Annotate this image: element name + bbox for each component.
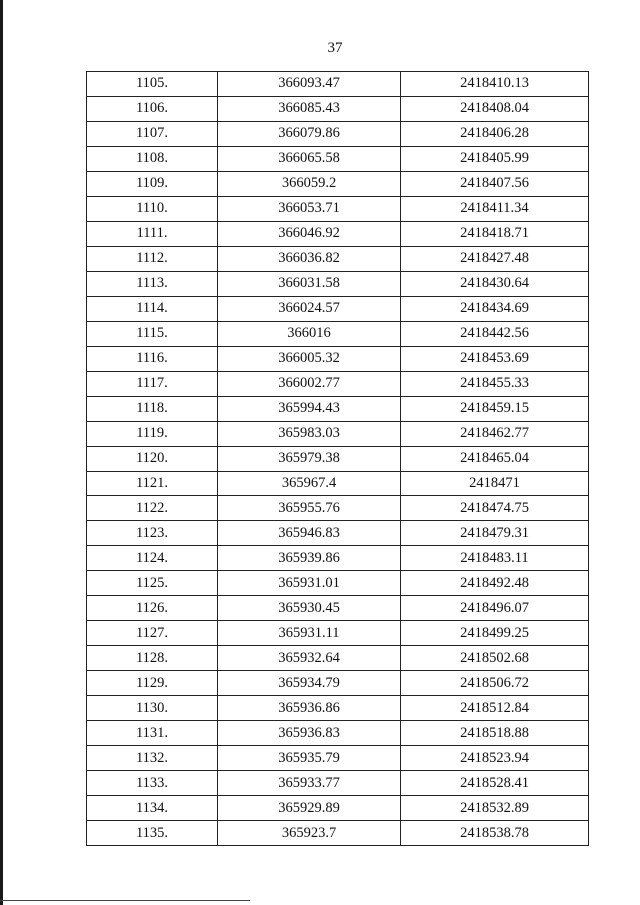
table-row	[87, 521, 589, 546]
point-number-cell: 1130.	[87, 696, 218, 721]
x-coordinate-cell: 365929.89	[218, 796, 401, 821]
x-coordinate-cell: 365931.11	[218, 621, 401, 646]
point-number-cell: 1124.	[87, 546, 218, 571]
point-number-cell: 1110.	[87, 196, 218, 221]
point-number-cell: 1129.	[87, 671, 218, 696]
y-coordinate-cell: 2418518.88	[401, 721, 589, 746]
page-left-edge	[0, 0, 3, 905]
y-coordinate-cell: 2418532.89	[401, 796, 589, 821]
point-number-cell: 1126.	[87, 596, 218, 621]
coordinates-table-body	[87, 72, 589, 846]
y-coordinate-cell: 2418453.69	[401, 346, 589, 371]
x-coordinate-cell: 365994.43	[218, 396, 401, 421]
y-coordinate-cell: 2418410.13	[401, 72, 589, 97]
table-row	[87, 546, 589, 571]
table-row	[87, 671, 589, 696]
y-coordinate-cell: 2418462.77	[401, 421, 589, 446]
table-row	[87, 496, 589, 521]
y-coordinate-cell: 2418502.68	[401, 646, 589, 671]
point-number-cell: 1118.	[87, 396, 218, 421]
y-coordinate-cell: 2418512.84	[401, 696, 589, 721]
table-row	[87, 621, 589, 646]
x-coordinate-cell: 365923.7	[218, 821, 401, 846]
point-number-cell: 1128.	[87, 646, 218, 671]
point-number-cell: 1114.	[87, 296, 218, 321]
table-row	[87, 396, 589, 421]
x-coordinate-cell: 366046.92	[218, 221, 401, 246]
table-row	[87, 596, 589, 621]
y-coordinate-cell: 2418434.69	[401, 296, 589, 321]
y-coordinate-cell: 2418406.28	[401, 121, 589, 146]
table-row	[87, 771, 589, 796]
point-number-cell: 1112.	[87, 246, 218, 271]
y-coordinate-cell: 2418411.34	[401, 196, 589, 221]
x-coordinate-cell: 366059.2	[218, 171, 401, 196]
y-coordinate-cell: 2418496.07	[401, 596, 589, 621]
y-coordinate-cell: 2418430.64	[401, 271, 589, 296]
x-coordinate-cell: 366079.86	[218, 121, 401, 146]
point-number-cell: 1109.	[87, 171, 218, 196]
table-row	[87, 471, 589, 496]
table-row	[87, 96, 589, 121]
x-coordinate-cell: 365979.38	[218, 446, 401, 471]
y-coordinate-cell: 2418492.48	[401, 571, 589, 596]
x-coordinate-cell: 366002.77	[218, 371, 401, 396]
point-number-cell: 1107.	[87, 121, 218, 146]
point-number-cell: 1105.	[87, 72, 218, 97]
point-number-cell: 1134.	[87, 796, 218, 821]
table-row	[87, 696, 589, 721]
y-coordinate-cell: 2418408.04	[401, 96, 589, 121]
point-number-cell: 1127.	[87, 621, 218, 646]
x-coordinate-cell: 365983.03	[218, 421, 401, 446]
point-number-cell: 1122.	[87, 496, 218, 521]
x-coordinate-cell: 366036.82	[218, 246, 401, 271]
x-coordinate-cell: 366016	[218, 321, 401, 346]
y-coordinate-cell: 2418523.94	[401, 746, 589, 771]
y-coordinate-cell: 2418506.72	[401, 671, 589, 696]
point-number-cell: 1131.	[87, 721, 218, 746]
table-row	[87, 121, 589, 146]
x-coordinate-cell: 366031.58	[218, 271, 401, 296]
x-coordinate-cell: 365934.79	[218, 671, 401, 696]
point-number-cell: 1117.	[87, 371, 218, 396]
x-coordinate-cell: 365967.4	[218, 471, 401, 496]
y-coordinate-cell: 2418499.25	[401, 621, 589, 646]
x-coordinate-cell: 365933.77	[218, 771, 401, 796]
table-row	[87, 421, 589, 446]
y-coordinate-cell: 2418528.41	[401, 771, 589, 796]
y-coordinate-cell: 2418479.31	[401, 521, 589, 546]
y-coordinate-cell: 2418405.99	[401, 146, 589, 171]
point-number-cell: 1116.	[87, 346, 218, 371]
point-number-cell: 1108.	[87, 146, 218, 171]
y-coordinate-cell: 2418418.71	[401, 221, 589, 246]
table-row	[87, 196, 589, 221]
y-coordinate-cell: 2418427.48	[401, 246, 589, 271]
coordinates-table	[86, 71, 589, 846]
point-number-cell: 1115.	[87, 321, 218, 346]
y-coordinate-cell: 2418483.11	[401, 546, 589, 571]
point-number-cell: 1133.	[87, 771, 218, 796]
table-row	[87, 721, 589, 746]
table-row	[87, 246, 589, 271]
table-row	[87, 371, 589, 396]
x-coordinate-cell: 366005.32	[218, 346, 401, 371]
point-number-cell: 1111.	[87, 221, 218, 246]
table-row	[87, 571, 589, 596]
x-coordinate-cell: 365946.83	[218, 521, 401, 546]
x-coordinate-cell: 365939.86	[218, 546, 401, 571]
table-row	[87, 271, 589, 296]
y-coordinate-cell: 2418538.78	[401, 821, 589, 846]
table-row	[87, 796, 589, 821]
x-coordinate-cell: 365955.76	[218, 496, 401, 521]
point-number-cell: 1119.	[87, 421, 218, 446]
point-number-cell: 1113.	[87, 271, 218, 296]
y-coordinate-cell: 2418465.04	[401, 446, 589, 471]
x-coordinate-cell: 366024.57	[218, 296, 401, 321]
x-coordinate-cell: 365936.83	[218, 721, 401, 746]
x-coordinate-cell: 365930.45	[218, 596, 401, 621]
point-number-cell: 1121.	[87, 471, 218, 496]
y-coordinate-cell: 2418459.15	[401, 396, 589, 421]
x-coordinate-cell: 366085.43	[218, 96, 401, 121]
x-coordinate-cell: 365936.86	[218, 696, 401, 721]
table-row	[87, 221, 589, 246]
table-row	[87, 321, 589, 346]
table-row	[87, 821, 589, 846]
table-row	[87, 171, 589, 196]
y-coordinate-cell: 2418471	[401, 471, 589, 496]
footer-rule	[0, 900, 250, 901]
x-coordinate-cell: 365932.64	[218, 646, 401, 671]
table-row	[87, 346, 589, 371]
y-coordinate-cell: 2418442.56	[401, 321, 589, 346]
table-row	[87, 296, 589, 321]
x-coordinate-cell: 365935.79	[218, 746, 401, 771]
point-number-cell: 1125.	[87, 571, 218, 596]
point-number-cell: 1132.	[87, 746, 218, 771]
table-row	[87, 72, 589, 97]
point-number-cell: 1123.	[87, 521, 218, 546]
x-coordinate-cell: 366065.58	[218, 146, 401, 171]
point-number-cell: 1106.	[87, 96, 218, 121]
x-coordinate-cell: 366093.47	[218, 72, 401, 97]
page-number: 37	[327, 40, 343, 56]
x-coordinate-cell: 365931.01	[218, 571, 401, 596]
y-coordinate-cell: 2418455.33	[401, 371, 589, 396]
table-row	[87, 146, 589, 171]
point-number-cell: 1120.	[87, 446, 218, 471]
table-row	[87, 646, 589, 671]
y-coordinate-cell: 2418474.75	[401, 496, 589, 521]
y-coordinate-cell: 2418407.56	[401, 171, 589, 196]
point-number-cell: 1135.	[87, 821, 218, 846]
table-row	[87, 446, 589, 471]
table-row	[87, 746, 589, 771]
x-coordinate-cell: 366053.71	[218, 196, 401, 221]
